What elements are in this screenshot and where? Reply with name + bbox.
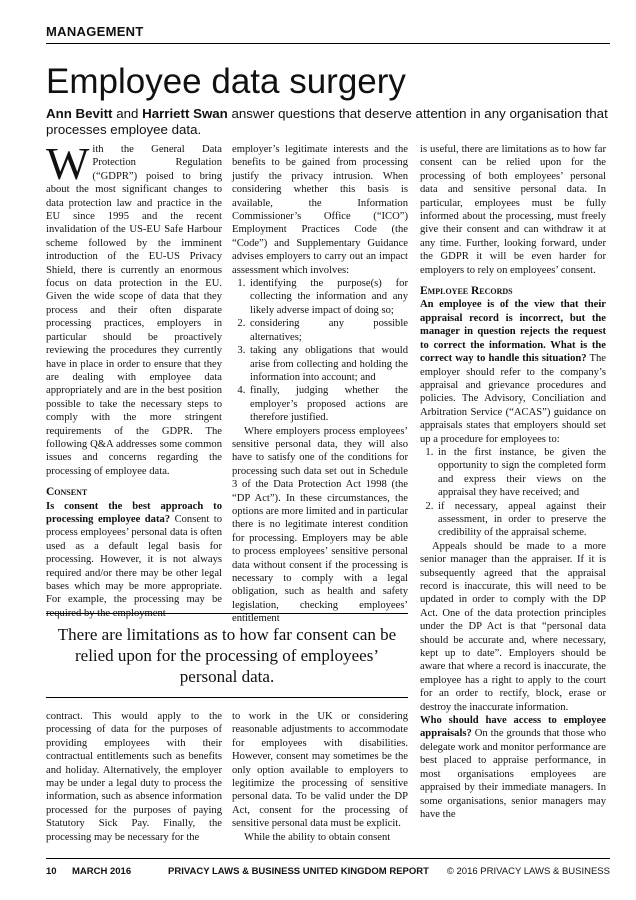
column-1: [46, 138, 222, 620]
article-title: Employee data surgery: [46, 62, 406, 101]
copyright-notice: © 2016 PRIVACY LAWS & BUSINESS: [446, 866, 610, 877]
records-answer: The employer should refer to the company’s appraisal and grievance procedures and policies. The Advisory, Conciliation and Arbitration Service (“ACAS”) guidance on appraisals states that employers should set up a procedure for employees to:: [420, 353, 606, 445]
employee-records-heading: Employee Records: [420, 285, 513, 298]
list-item: 2. considering any possible alternatives;: [248, 317, 408, 344]
column-2-continued: [232, 710, 408, 844]
issue-date: MARCH 2016: [72, 866, 132, 877]
list-item: 1. in the first instance, be given the opportunity to sign the completed form and express their views on the appraisal they have received; and: [436, 446, 606, 500]
pullquote-rule-top: [46, 613, 408, 614]
consent-question: Is consent the best approach to processing employee data?: [46, 500, 222, 525]
col2b-paragraph-1: to work in the UK or considering reasonable adjustments to accommodate for employees with disabilities. However, consent may sometimes be the only option available to employers to legitimize the processing of sensitive personal data. To be valid under the DP Act, consent for the processing of sensitive personal data must be explicit.: [232, 711, 408, 830]
access-question: Who should have access to employee appraisals?: [420, 715, 606, 740]
publication-name: PRIVACY LAWS & BUSINESS UNITED KINGDOM REPORT: [168, 866, 429, 877]
column-2: [232, 143, 408, 626]
impact-assessment-list: [232, 277, 408, 424]
column-3: [420, 143, 606, 821]
standfirst-text: answer questions that deserve attention in any organisation that processes employee data.: [46, 106, 608, 137]
pullquote-rule-bottom: [46, 697, 408, 698]
page-number: 10: [46, 866, 57, 877]
col1b-paragraph: contract. This would apply to the processing of data for the purposes of providing employees with their contractual entitlements such as benefits and holiday. Alternatively, the employer may be under a legal duty to process the information, such as absence information processed for the purposes of paying Statutory Sick Pay. Finally, the processing may be necessary for the: [46, 711, 222, 843]
footer-divider: [46, 858, 610, 859]
intro-paragraph: ith the General Data Protection Regulation (“GDPR”) poised to bring about the most significant changes to data protection law and practice in the EU since 1995 and the recent invalidation of the US-EU Safe Harbour scheme followed by the imminent introduction of the EU-US Privacy Shield, there is currently an enormous focus on data protection in the EU. Given the wide scope of data that they process and their often disparate processing practices, employers in particular should be proactively reviewing the procedures they currently have in place in order to ensure that they are dealing with employee data appropriately and are in the best position possible to take the necessary steps to comply with the more stringent requirements of the GDPR. The following Q&A addresses some common issues and concerns regarding the processing of employee data.: [46, 144, 222, 477]
appraisal-procedure-list: [420, 446, 606, 540]
col3-paragraph-1: is useful, there are limitations as to how far consent can be relied upon for the processing of both employees’ personal data and sensitive personal data. In particular, employees must be fully informed about the processing, must freely give their consent and can withdraw it at any time. Further, looking forward, under the GDPR it will be even harder for employers to rely on employees’ consent.: [420, 144, 606, 276]
list-item: 4. finally, judging whether the employer’s proposed actions are therefore justified.: [248, 384, 408, 424]
col2-paragraph-2: Where employers process employees’ sensitive personal data, they will also have to satisfy one of the conditions for processing such data set out in Schedule 3 of the Data Protection Act 1998 (the “DP Act”). In these circumstances, the options are more limited and in particular there is no legitimate interest condition for processing. Employers may be able to process employees’ sensitive personal data without consent if the processing is necessary to comply with a legal obligation, such as health and safety legislation, checking employees’ entitlement: [232, 425, 408, 625]
article-standfirst: [46, 106, 612, 138]
author-conjunction: and: [116, 106, 139, 121]
column-1-continued: [46, 710, 222, 844]
records-question: An employee is of the view that their appraisal record is incorrect, but the manager in question rejects the request to correct the information. What is the correct way to handle this situation?: [420, 299, 606, 365]
consent-answer: Consent to process employees’ personal data is often used as a default legal basis for processing. However, it is not always required and/or there may be other legal bases which may be more appropriate. For example, the processing may be required by the employment: [46, 513, 222, 619]
list-item: 2. if necessary, appeal against their assessment, in order to preserve the credibility of the appraisal scheme.: [436, 500, 606, 540]
section-label: MANAGEMENT: [46, 24, 144, 39]
pull-quote: There are limitations as to how far consent can be relied upon for the processing of employees’ personal data.: [57, 625, 397, 686]
list-item: 3. taking any obligations that would arise from collecting and holding the information into account; and: [248, 344, 408, 384]
access-answer: On the grounds that those who delegate work and monitor performance are best placed to appraise performance, in most organisations employees are appraised by their immediate managers. In some organisations, senior managers may have the: [420, 728, 606, 820]
author-1: Ann Bevitt: [46, 106, 113, 121]
list-item: 1. identifying the purpose(s) for collecting the information and any likely adverse impact of doing so;: [248, 277, 408, 317]
col2-paragraph-1: employer’s legitimate interests and the benefits to be gained from processing justify the privacy intrusion. When considering whether this basis is available, the Information Commissioner’s Office (“ICO”) Employment Practices Code (the “Code”) and Supplementary Guidance advises employers to carry out an impact assessment which involves:: [232, 144, 408, 276]
consent-heading: Consent: [46, 486, 88, 499]
author-2: Harriett Swan: [142, 106, 228, 121]
header-divider: [46, 43, 610, 44]
col3-paragraph-2: Appeals should be made to a more senior manager than the appraiser. If it is subsequently agreed that the appraisal record is inaccurate, this will need to be updated in order to comply with the DP Act. One of the data protection principles under the DP Act is that “personal data should be accurate and, where necessary, kept up to date”. Employers should be aware that where a record is inaccurate, the employee has a right to apply to the court for an order to rectify, block, erase or destroy the inaccurate information.: [420, 540, 606, 713]
drop-cap: W: [46, 138, 90, 189]
col2b-paragraph-2: While the ability to obtain consent: [244, 831, 391, 843]
